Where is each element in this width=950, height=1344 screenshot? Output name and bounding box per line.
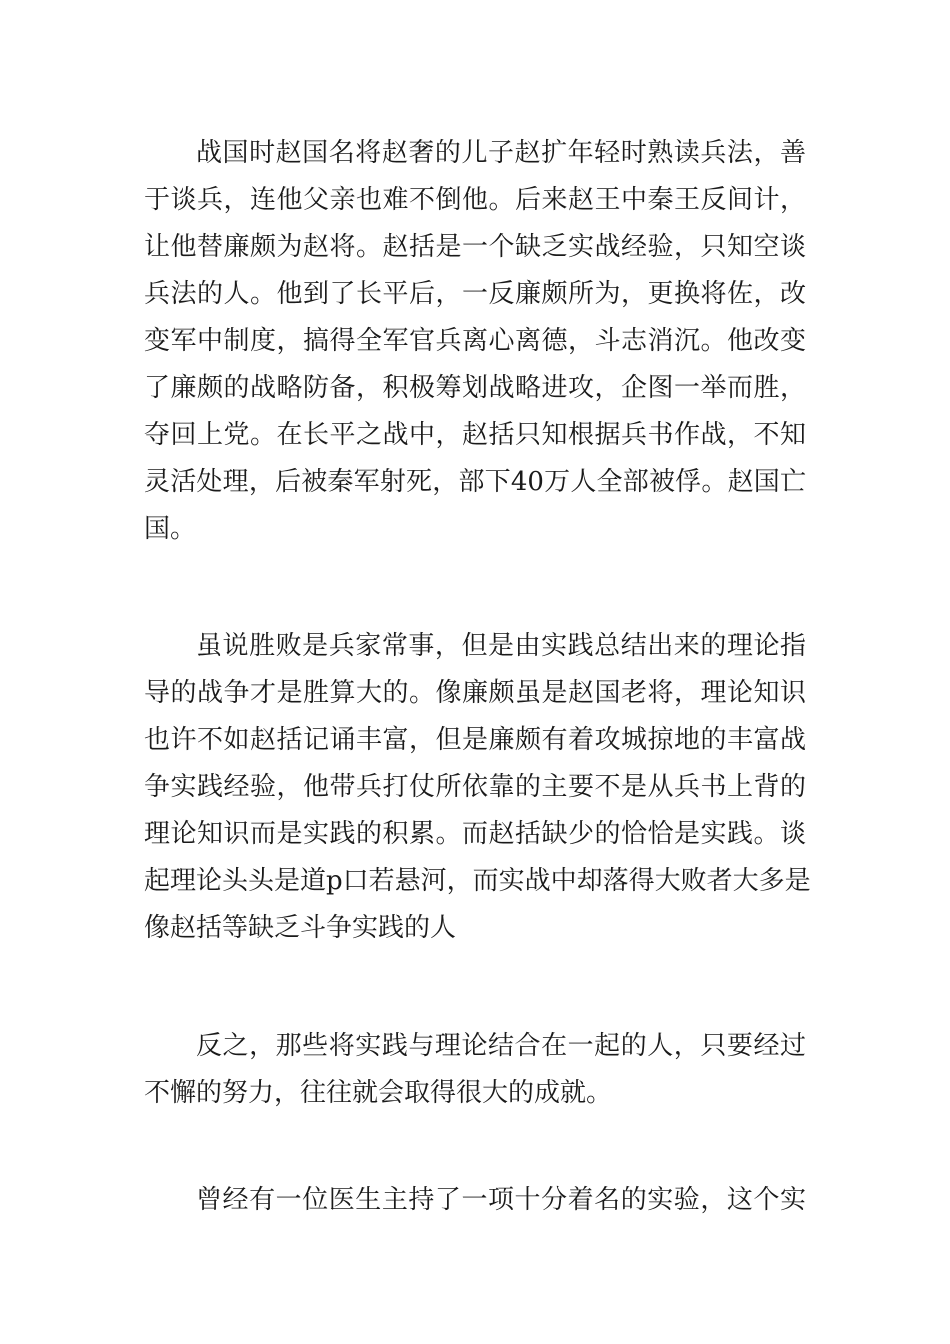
paragraph-line: 虽说胜败是兵家常事，但是由实践总结出来的理论指 xyxy=(196,631,806,661)
paragraph-line: 不懈的努力，往往就会取得很大的成就。 xyxy=(144,1078,613,1108)
paragraph-4 xyxy=(144,1177,806,1224)
paragraph-1 xyxy=(144,130,806,553)
paragraph-line: 让他替廉颇为赵将。赵括是一个缺乏实战经验，只知空谈 xyxy=(144,232,806,262)
paragraph-line: 像赵括等缺乏斗争实践的人 xyxy=(144,913,457,943)
paragraph-line: 了廉颇的战略防备，积极筹划战略进攻，企图一举而胜， xyxy=(144,373,806,403)
paragraph-line: 反之，那些将实践与理论结合在一起的人，只要经过 xyxy=(196,1031,806,1061)
paragraph-line: 变军中制度，搞得全军官兵离心离德，斗志消沉。他改变 xyxy=(144,326,806,356)
paragraph-line: 曾经有一位医生主持了一项十分着名的实验，这个实 xyxy=(196,1185,806,1215)
paragraph-2 xyxy=(144,623,811,952)
paragraph-line: 导的战争才是胜算大的。像廉颇虽是赵国老将，理论知识 xyxy=(144,678,806,708)
paragraph-line: 于谈兵，连他父亲也难不倒他。后来赵王中秦王反间计， xyxy=(144,185,806,215)
paragraph-line: 国。 xyxy=(144,514,197,544)
paragraph-line: 争实践经验，他带兵打仗所依靠的主要不是从兵书上背的 xyxy=(144,772,806,802)
paragraph-line: 灵活处理，后被秦军射死，部下40万人全部被俘。赵国亡 xyxy=(144,467,806,497)
paragraph-line: 夺回上党。在长平之战中，赵括只知根据兵书作战，不知 xyxy=(144,420,806,450)
paragraph-line: 也许不如赵括记诵丰富，但是廉颇有着攻城掠地的丰富战 xyxy=(144,725,806,755)
paragraph-line: 兵法的人。他到了长平后，一反廉颇所为，更换将佐，改 xyxy=(144,279,806,309)
paragraph-3 xyxy=(144,1023,806,1117)
paragraph-line: 战国时赵国名将赵奢的儿子赵扩年轻时熟读兵法，善 xyxy=(196,138,806,168)
paragraph-line: 理论知识而是实践的积累。而赵括缺少的恰恰是实践。谈 xyxy=(144,819,806,849)
paragraph-line: 起理论头头是道p口若悬河，而实战中却落得大败者大多是 xyxy=(144,866,811,896)
